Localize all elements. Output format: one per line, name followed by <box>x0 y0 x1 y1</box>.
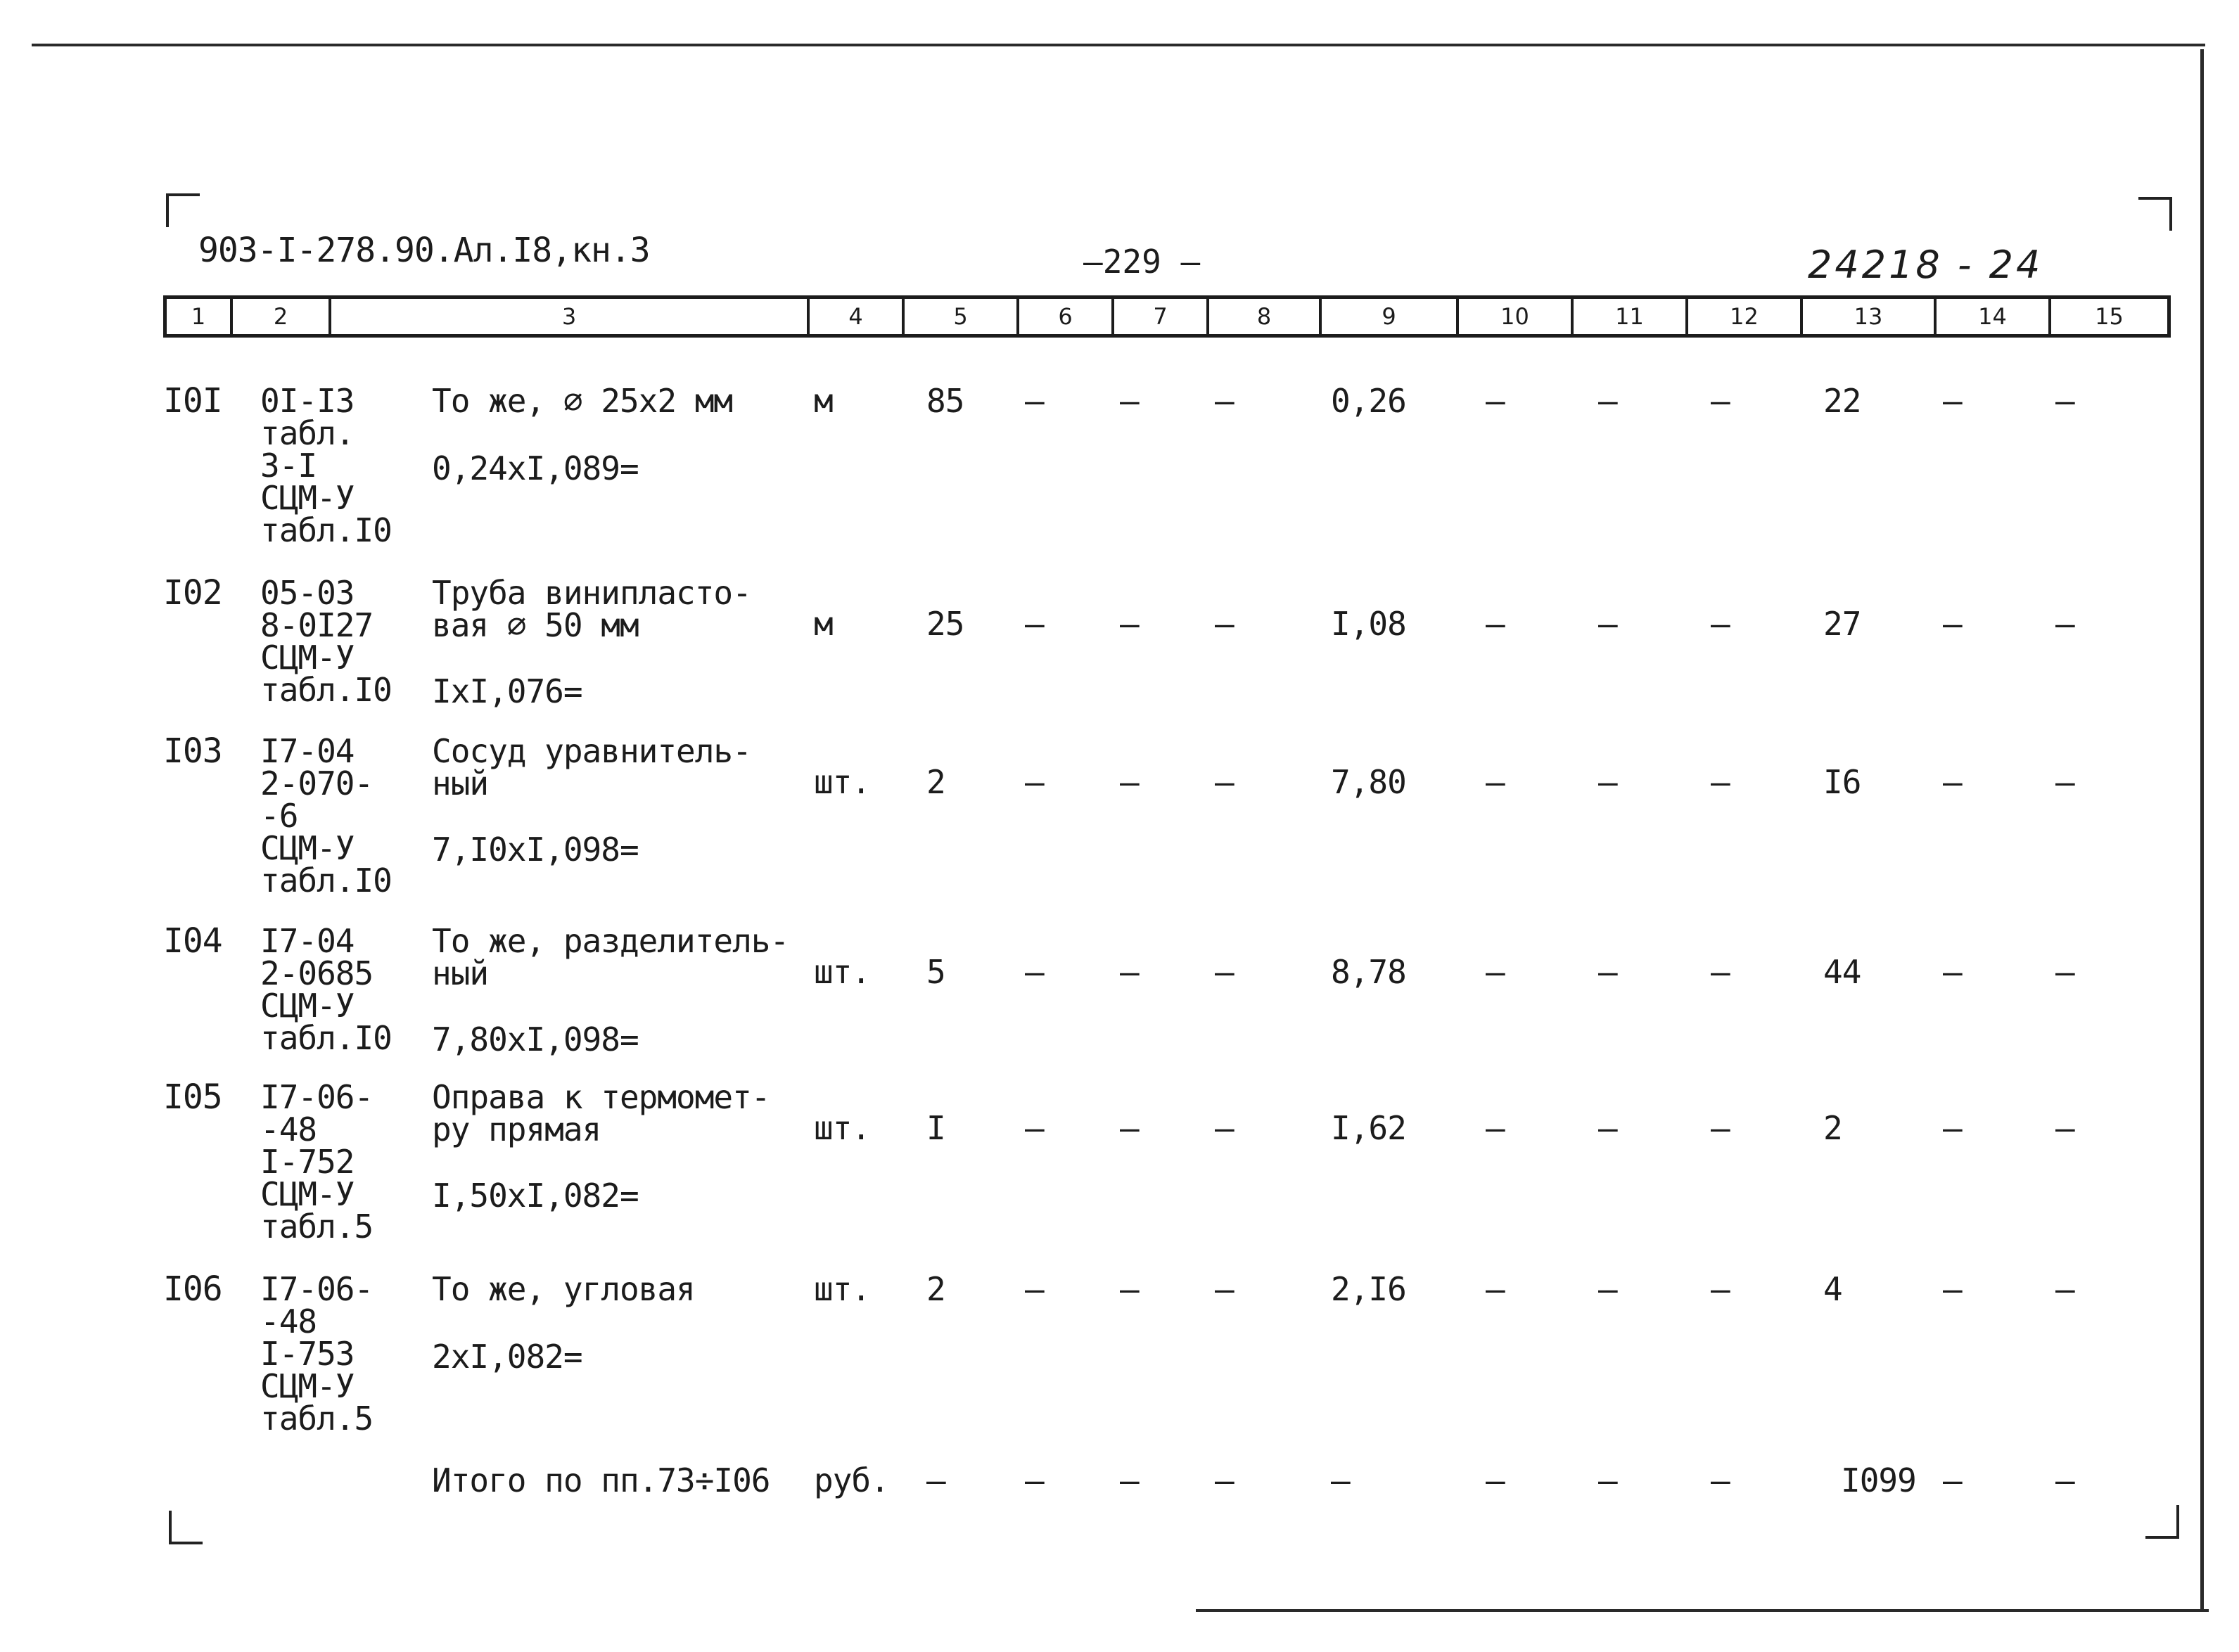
cell-col-14: – <box>1943 953 1962 991</box>
rate-code: 0I-I3 табл. 3-I СЦМ-У табл.I0 <box>260 382 392 549</box>
col-number-3: 3 <box>328 299 807 334</box>
quantity: 5 <box>926 953 945 991</box>
cell-col-8: – <box>1215 763 1234 801</box>
document-code: 903-I-278.90.Ал.I8,кн.3 <box>198 231 650 270</box>
unit-price: 0,26 <box>1331 382 1406 420</box>
unit-price: I,62 <box>1331 1109 1406 1147</box>
cell-col-12: – <box>1711 1461 1730 1499</box>
rate-code: I7-06- -48 I-753 СЦМ-У табл.5 <box>260 1270 374 1438</box>
rate-code: I7-04 2-0685 СЦМ-У табл.I0 <box>260 922 392 1057</box>
cell-col-12: – <box>1711 605 1730 643</box>
cell-col-7: – <box>1120 1270 1139 1308</box>
unit-price: 2,I6 <box>1331 1270 1406 1308</box>
cell-col-8: – <box>1215 953 1234 991</box>
cell-col-14: – <box>1943 1109 1962 1147</box>
cell-col-9: – <box>1331 1461 1350 1499</box>
unit-price: 7,80 <box>1331 763 1406 801</box>
cell-col-7: – <box>1120 763 1139 801</box>
item-name: Труба винипласто- вая ∅ 50 мм <box>432 574 751 644</box>
col-number-6: 6 <box>1016 299 1111 334</box>
cell-col-6: – <box>1025 953 1044 991</box>
rate-code: I7-06- -48 I-752 СЦМ-У табл.5 <box>260 1078 374 1246</box>
cell-col-11: – <box>1598 1270 1617 1308</box>
item-name: Оправа к термомет- ру прямая <box>432 1078 770 1148</box>
top-border-line <box>32 44 2205 46</box>
item-calculation: 7,I0хI,098= <box>432 831 639 869</box>
corner-mark-bottom-right <box>2145 1505 2179 1539</box>
total-cost: 2 <box>1823 1109 1842 1147</box>
unit: м <box>814 605 833 643</box>
cell-col-15: – <box>2055 953 2074 991</box>
summary-label: Итого по пп.73÷I06 <box>432 1461 770 1499</box>
cell-col-7: – <box>1120 1461 1139 1499</box>
row-number: I04 <box>163 921 222 961</box>
cell-col-6: – <box>1025 763 1044 801</box>
right-border-line <box>2200 49 2204 1611</box>
item-calculation: I,50хI,082= <box>432 1177 639 1215</box>
quantity: 2 <box>926 1270 945 1308</box>
item-calculation: 2хI,082= <box>432 1338 582 1376</box>
quantity: I <box>926 1109 945 1147</box>
cell-col-11: – <box>1598 605 1617 643</box>
cell-col-14: – <box>1943 382 1962 420</box>
item-calculation: IхI,076= <box>432 672 582 710</box>
col-number-12: 12 <box>1685 299 1800 334</box>
page-number: —229 — <box>1083 243 1201 281</box>
cell-col-6: – <box>1025 1270 1044 1308</box>
cell-col-8: – <box>1215 1461 1234 1499</box>
cell-col-14: – <box>1943 1461 1962 1499</box>
unit: шт. <box>814 953 871 991</box>
unit-price: 8,78 <box>1331 953 1406 991</box>
row-number: I05 <box>163 1077 222 1117</box>
cell-col-6: – <box>1025 1109 1044 1147</box>
col-number-9: 9 <box>1319 299 1456 334</box>
cell-col-6: – <box>1025 605 1044 643</box>
cell-col-12: – <box>1711 763 1730 801</box>
cell-col-12: – <box>1711 953 1730 991</box>
total-cost: 44 <box>1823 953 1861 991</box>
unit: м <box>814 382 833 420</box>
quantity: 2 <box>926 763 945 801</box>
cell-col-12: – <box>1711 1270 1730 1308</box>
col-number-13: 13 <box>1800 299 1934 334</box>
col-number-14: 14 <box>1934 299 2048 334</box>
cell-col-10: – <box>1486 763 1505 801</box>
cell-col-12: – <box>1711 382 1730 420</box>
col-number-15: 15 <box>2048 299 2167 334</box>
cell-col-11: – <box>1598 1109 1617 1147</box>
unit: шт. <box>814 1270 871 1308</box>
col-number-7: 7 <box>1111 299 1206 334</box>
rate-code: I7-04 2-070- -6 СЦМ-У табл.I0 <box>260 732 392 899</box>
corner-mark-bottom-left <box>169 1511 203 1544</box>
cell-col-11: – <box>1598 382 1617 420</box>
item-calculation: 7,80хI,098= <box>432 1020 639 1058</box>
cell-col-7: – <box>1120 382 1139 420</box>
cell-col-15: – <box>2055 605 2074 643</box>
summary-unit: руб. <box>814 1461 889 1499</box>
total-cost: 22 <box>1823 382 1861 420</box>
rate-code: 05-03 8-0I27 СЦМ-У табл.I0 <box>260 574 392 709</box>
col-number-10: 10 <box>1456 299 1571 334</box>
col-number-1: 1 <box>191 303 206 330</box>
item-name: То же, разделитель- ный <box>432 922 789 992</box>
col-number-2: 2 <box>230 299 328 334</box>
cell-col-7: – <box>1120 1109 1139 1147</box>
cell-col-10: – <box>1486 382 1505 420</box>
column-number-header <box>163 295 2171 338</box>
cell-col-10: – <box>1486 1109 1505 1147</box>
cell-col-10: – <box>1486 605 1505 643</box>
total-cost: 4 <box>1823 1270 1842 1308</box>
row-number: I06 <box>163 1269 222 1309</box>
cell-col-15: – <box>2055 1270 2074 1308</box>
cell-col-11: – <box>1598 763 1617 801</box>
total-cost: 27 <box>1823 605 1861 643</box>
cell-col-12: – <box>1711 1109 1730 1147</box>
summary-total: I099 <box>1841 1461 1916 1499</box>
item-name: То же, ∅ 25х2 мм <box>432 382 733 420</box>
unit-price: I,08 <box>1331 605 1406 643</box>
cell-col-10: – <box>1486 1270 1505 1308</box>
quantity: 25 <box>926 605 964 643</box>
col-number-8: 8 <box>1206 299 1319 334</box>
item-calculation: 0,24хI,089= <box>432 449 639 487</box>
col-number-4: 4 <box>807 299 902 334</box>
cell-col-14: – <box>1943 763 1962 801</box>
corner-mark-top-left <box>166 193 200 227</box>
col-number-11: 11 <box>1571 299 1685 334</box>
cell-col-8: – <box>1215 382 1234 420</box>
row-number: I02 <box>163 573 222 613</box>
cell-col-14: – <box>1943 605 1962 643</box>
handwritten-number: 24218 - 24 <box>1808 243 2043 287</box>
cell-col-15: – <box>2055 382 2074 420</box>
cell-col-15: – <box>2055 1109 2074 1147</box>
cell-col-10: – <box>1486 1461 1505 1499</box>
cell-col-6: – <box>1025 1461 1044 1499</box>
cell-col-15: – <box>2055 1461 2074 1499</box>
cell-col-7: – <box>1120 605 1139 643</box>
cell-col-5: – <box>926 1461 945 1499</box>
cell-col-8: – <box>1215 1109 1234 1147</box>
row-number: I0I <box>163 381 222 421</box>
item-name: Сосуд уравнитель- ный <box>432 732 751 802</box>
cell-col-15: – <box>2055 763 2074 801</box>
row-number: I03 <box>163 731 222 771</box>
total-cost: I6 <box>1823 763 1861 801</box>
quantity: 85 <box>926 382 964 420</box>
cell-col-6: – <box>1025 382 1044 420</box>
cell-col-11: – <box>1598 1461 1617 1499</box>
bottom-border-line <box>1196 1609 2209 1612</box>
cell-col-11: – <box>1598 953 1617 991</box>
cell-col-14: – <box>1943 1270 1962 1308</box>
corner-mark-top-right <box>2138 197 2172 231</box>
cell-col-8: – <box>1215 605 1234 643</box>
item-name: То же, угловая <box>432 1270 695 1308</box>
cell-col-8: – <box>1215 1270 1234 1308</box>
unit: шт. <box>814 763 871 801</box>
unit: шт. <box>814 1109 871 1147</box>
cell-col-7: – <box>1120 953 1139 991</box>
col-number-5: 5 <box>902 299 1016 334</box>
cell-col-10: – <box>1486 953 1505 991</box>
